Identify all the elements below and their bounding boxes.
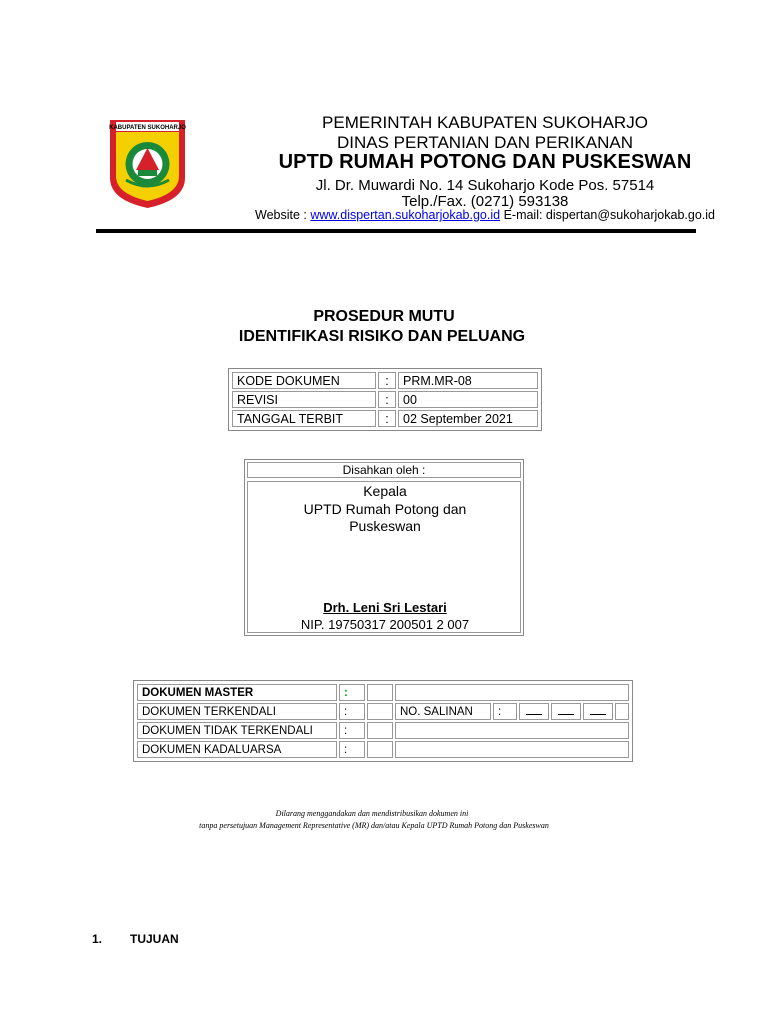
status-check-cell[interactable]: [367, 684, 393, 701]
document-status-table: [133, 680, 633, 762]
approval-header: Disahkan oleh :: [247, 462, 521, 478]
table-row: [137, 741, 629, 758]
distribution-note-line1: Dilarang menggandakan dan mendistribusikan dokumen ini: [275, 809, 469, 818]
table-row: [137, 684, 629, 701]
coat-of-arms-icon: [108, 118, 187, 210]
doc-info-sep: :: [378, 391, 396, 408]
approval-box: [244, 459, 524, 636]
table-row: [232, 410, 538, 427]
logo-caption: KABUPATEN SUKOHARJO: [109, 125, 186, 131]
status-sep: :: [339, 741, 365, 758]
copy-number-blank[interactable]: [519, 703, 549, 720]
status-label: DOKUMEN KADALUARSA: [137, 741, 337, 758]
doc-info-label: TANGGAL TERBIT: [232, 410, 376, 427]
table-row: [137, 722, 629, 739]
status-extra-cell: [395, 722, 629, 739]
approver-role-line3: Puskeswan: [349, 518, 421, 534]
document-info-table: [228, 368, 542, 431]
approver-name: Drh. Leni Sri Lestari: [323, 600, 447, 615]
regency-logo: [108, 118, 187, 210]
letterhead-address: Jl. Dr. Muwardi No. 14 Sukoharjo Kode Pos. 57514: [315, 177, 655, 194]
approver-nip: NIP. 19750317 200501 2 007: [300, 617, 470, 632]
letterhead-department: DINAS PERTANIAN DAN PERIKANAN: [337, 133, 633, 152]
table-row: [232, 391, 538, 408]
website-link[interactable]: www.dispertan.sukoharjokab.go.id: [310, 208, 501, 222]
doc-info-sep: :: [378, 372, 396, 389]
email-text: E-mail: dispertan@sukoharjokab.go.id: [503, 208, 715, 222]
status-label: DOKUMEN TERKENDALI: [137, 703, 337, 720]
copy-number-blank[interactable]: [551, 703, 581, 720]
letterhead-divider: [96, 229, 696, 233]
approver-role-line2: UPTD Rumah Potong dan: [303, 501, 467, 517]
letterhead-unit: UPTD RUMAH POTONG DAN PUSKESWAN: [278, 151, 692, 173]
doc-info-label: REVISI: [232, 391, 376, 408]
status-check-cell[interactable]: [367, 722, 393, 739]
status-sep: :: [339, 722, 365, 739]
status-label: DOKUMEN TIDAK TERKENDALI: [137, 722, 337, 739]
doc-info-value: 00: [398, 391, 538, 408]
doc-info-sep: :: [378, 410, 396, 427]
approval-body: [247, 481, 521, 633]
section-number: 1.: [92, 932, 103, 946]
status-check-cell[interactable]: [367, 703, 393, 720]
status-sep: :: [339, 703, 365, 720]
doc-info-label: KODE DOKUMEN: [232, 372, 376, 389]
document-title: IDENTIFIKASI RISIKO DAN PELUANG: [238, 328, 526, 345]
document-type-title: PROSEDUR MUTU: [313, 308, 455, 325]
section-title: TUJUAN: [130, 932, 179, 946]
doc-info-value: 02 September 2021: [398, 410, 538, 427]
status-extra-cell: [395, 741, 629, 758]
copy-number-sep: :: [493, 703, 517, 720]
status-check-cell[interactable]: [367, 741, 393, 758]
doc-info-value: PRM.MR-08: [398, 372, 538, 389]
letterhead-phone: Telp./Fax. (0271) 593138: [401, 193, 569, 210]
copy-number-label: NO. SALINAN: [395, 703, 491, 720]
table-row: [232, 372, 538, 389]
copy-number-blank[interactable]: [583, 703, 613, 720]
letterhead-contact: [200, 208, 768, 222]
status-label: DOKUMEN MASTER: [137, 684, 337, 701]
table-row: [137, 703, 629, 720]
status-extra-cell: [395, 684, 629, 701]
distribution-note-line2: tanpa persetujuan Management Representative (MR) dan/atau Kepala UPTD Rumah Potong dan Puskeswan: [199, 821, 549, 830]
approver-role-line1: Kepala: [363, 483, 407, 499]
status-extra-cell: [615, 703, 629, 720]
status-sep: :: [339, 684, 365, 701]
website-label: Website :: [255, 208, 307, 222]
letterhead-government: PEMERINTAH KABUPATEN SUKOHARJO: [322, 113, 648, 132]
